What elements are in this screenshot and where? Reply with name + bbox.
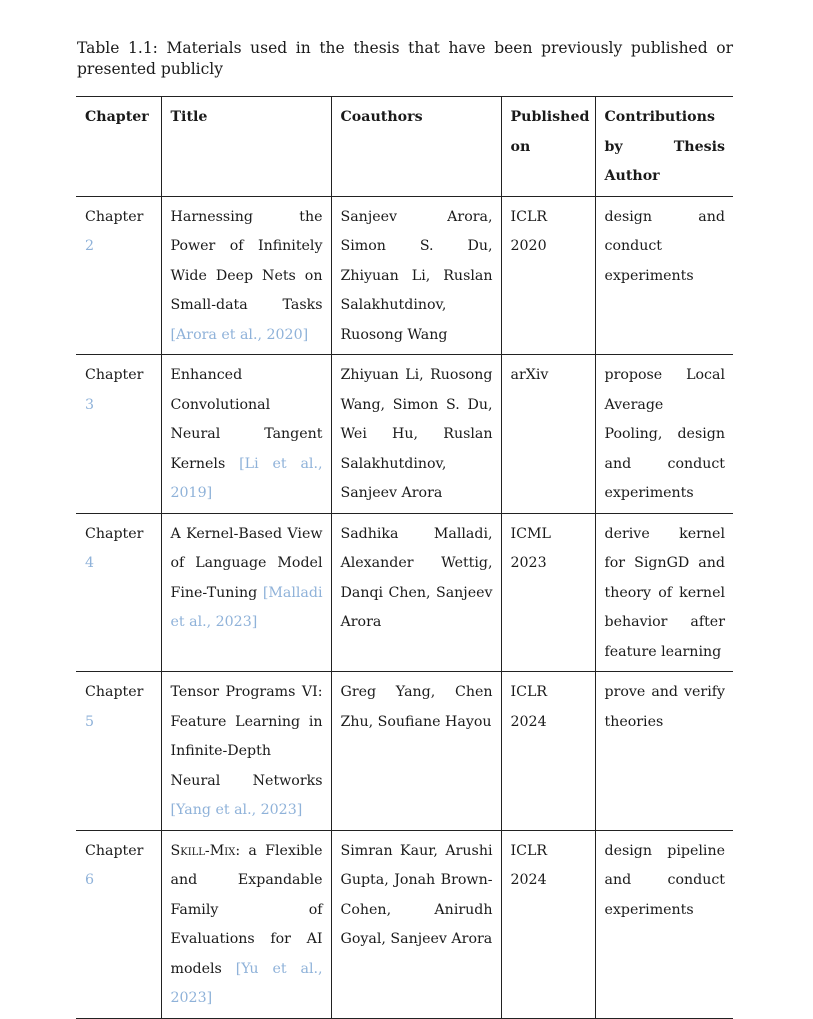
chapter-cell: Chapter 4: [85, 525, 144, 571]
title-cell: Enhanced Convolutional Neural Tangent Kernels [Li et al., 2019]: [161, 355, 331, 514]
published-cell: arXiv: [501, 355, 595, 514]
header-published: Published on: [501, 97, 595, 197]
chapter-cell: Chapter 6: [85, 842, 144, 888]
contribution-cell: propose Local Average Pooling, design and conduct experiments: [595, 355, 733, 514]
table-header-row: [76, 97, 733, 197]
coauthors-cell: Simran Kaur, Arushi Gupta, Jonah Brown-Cohen, Anirudh Goyal, Sanjeev Arora: [331, 830, 501, 1018]
chapter-cell: Chapter 2: [85, 208, 144, 254]
header-contributions: Contributions by Thesis Author: [595, 97, 733, 197]
table-row: [76, 672, 733, 831]
chapter-link[interactable]: 2: [85, 238, 95, 254]
chapter-cell: Chapter 3: [85, 367, 144, 413]
contribution-cell: derive kernel for SignGD and theory of kernel behavior after feature learning: [595, 513, 733, 672]
contribution-cell: design and conduct experiments: [595, 196, 733, 355]
chapter-link[interactable]: 4: [85, 555, 95, 571]
coauthors-cell: Zhiyuan Li, Ruosong Wang, Simon S. Du, Wei Hu, Ruslan Salakhutdinov, Sanjeev Arora: [331, 355, 501, 514]
citation-link[interactable]: [Malladi et al., 2023]: [170, 584, 323, 630]
coauthors-cell: Sanjeev Arora, Simon S. Du, Zhiyuan Li, Ruslan Salakhutdinov, Ruosong Wang: [331, 196, 501, 355]
published-cell: ICLR 2024: [501, 672, 595, 831]
chapter-link[interactable]: 6: [85, 872, 95, 888]
table-caption: Table 1.1: Materials used in the thesis that have been previously published or presented publicly: [77, 39, 733, 78]
header-chapter: Chapter: [85, 109, 149, 125]
chapter-cell: Chapter 5: [85, 684, 144, 730]
title-cell: A Kernel-Based View of Language Model Fine-Tuning [Malladi et al., 2023]: [161, 513, 331, 672]
contribution-cell: design pipeline and conduct experiments: [595, 830, 733, 1018]
chapter-link[interactable]: 3: [85, 396, 95, 413]
title-cell: Harnessing the Power of Infinitely Wide Deep Nets on Small-data Tasks [Arora et al., 2020]: [161, 196, 331, 355]
coauthors-cell: Sadhika Malladi, Alexander Wettig, Danqi Chen, Sanjeev Arora: [331, 513, 501, 672]
coauthors-cell: Greg Yang, Chen Zhu, Soufiane Hayou: [331, 672, 501, 831]
published-cell: ICML 2023: [501, 513, 595, 672]
title-cell: Tensor Programs VI: Feature Learning in Infinite-Depth Neural Networks [Yang et al., 2023]: [161, 672, 331, 831]
citation-link[interactable]: [Arora et al., 2020]: [170, 326, 309, 343]
table-row: [76, 196, 733, 355]
contribution-cell: prove and verify theories: [595, 672, 733, 831]
chapter-link[interactable]: 5: [85, 713, 95, 730]
table-row: [76, 513, 733, 672]
published-cell: ICLR 2020: [501, 196, 595, 355]
header-coauthors: Coauthors: [331, 97, 501, 197]
skill-mix-name: Skill-Mix: [170, 842, 236, 859]
table-row: [76, 355, 733, 514]
header-title: Title: [161, 97, 331, 197]
title-cell: Skill-Mix: a Flexible and Expandable Family of Evaluations for AI models [Yu et al., 2023]: [161, 830, 331, 1018]
citation-link[interactable]: [Yu et al., 2023]: [170, 960, 323, 1006]
citation-link[interactable]: [Li et al., 2019]: [170, 455, 323, 501]
publications-table: [76, 96, 733, 1019]
citation-link[interactable]: [Yang et al., 2023]: [170, 802, 303, 818]
published-cell: ICLR 2024: [501, 830, 595, 1018]
